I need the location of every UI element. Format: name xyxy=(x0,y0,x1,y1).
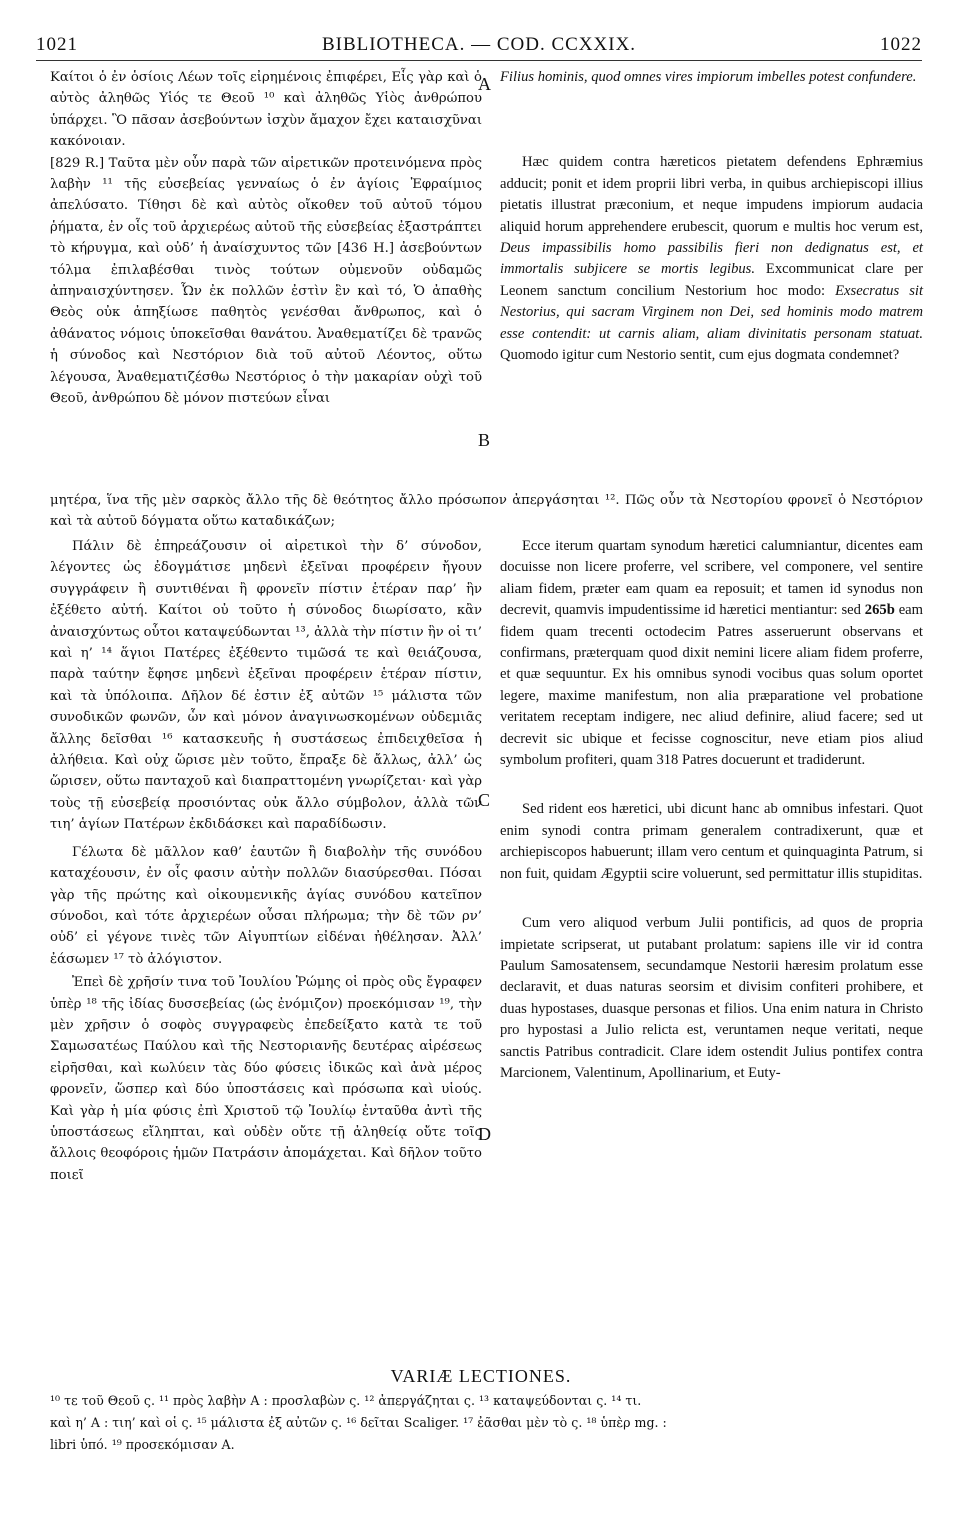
section-marker-c: C xyxy=(478,790,491,810)
latin-paragraph-2 xyxy=(500,152,923,366)
greek-paragraph-1: Καίτοι ὁ ἐν ὁσίοις Λέων τοῖς εἰρημένοις ἐπιφέρει, Εἷς γὰρ καὶ ὁ αὐτὸς ἀληθῶς Υἱός τε Θεοῦ ¹⁰ καὶ ἀληθῶς Υἱὸς ἀνθρώπου ὑπάρχει. Ὃ πᾶσαν ἀσεβούντων ἰσχὺν ἄμαχον ἔχει καταισχῦναι κακόνοιαν. xyxy=(50,70,482,150)
latin-paragraph-5: Cum vero aliquod verbum Julii pontificis, ad quos de propria impietate scripserat, ut putabant prolatum: sapiens ille vir id contra Paulum Samosatensem, secundamque Nestorii hæresim prolatum esse declaravit, et duas naturas seorsim et divisim confiteri prohibere, et duas hypostases, duasque personas et filios. Una enim natura in Christo pro hypostasi a Julio relicta est, veruntamen neque veritati, neque sanctis Patribus contradicit. Clare idem ostendit Julius pontifex contra Marcionem, Valentinum, Apollinarium, et Euty- xyxy=(500,915,923,1081)
greek-column-bottom xyxy=(50,536,482,1186)
latin-p2-text-c: Quomodo igitur cum Nestorio sentit, cum ejus dogmata condemnet? xyxy=(500,347,900,364)
left-column-number: 1021 xyxy=(36,34,78,55)
latin-paragraph-4: Sed rident eos hæretici, ubi dicunt hanc ab omnibus infestari. Quot enim synodi contra primam generalem contradixerunt, quæ et archiepiscopos habuerunt; illam vero centum et quinquaginta Patrum, si non fuit, quidam Ægyptii scire voluerunt, sed permittatur illis stupiditas. xyxy=(500,801,923,882)
latin-p3-text-a: Ecce iterum quartam synodum hæretici calumniantur, dicentes eam docuisse non licere proferre, vel scribere, vel componere, vel sentire aliam fidem, præter eam quam ea reposuit; et tamen id synodus non decrevit, quamvis impudentissime id hæretici mentiantur: sed xyxy=(500,538,923,619)
latin-p2-quote-a: Deus impassibilis homo passibilis fieri non dedignatus est, et immortalis subjicere se mortis legibus. xyxy=(500,240,923,278)
running-header xyxy=(36,34,922,60)
greek-paragraph-3: Πάλιν δὲ ἐπηρεάζουσιν οἱ αἱρετικοὶ τὴν δ’ σύνοδον, λέγοντες ὡς ἐδογμάτισε μηδενὶ ἐξεῖναι προφέρειν ἤγουν συγγράφειν ἢ συντιθέναι ἢ φρονεῖν πίστιν ἑτέραν παρ’ ἣν ἐξέθετο αὐτή. Καίτοι οὐ τοῦτο ἡ σύνοδος διωρίσατο, κἂν ἀναισχύντως οὗτοι καταψεύδωνται ¹³, ἀλλὰ τὴν πίστιν ἣν οἱ τι’ καὶ η’ ¹⁴ ἅγιοι Πατέρες ἐξέθεντο τιμῶσά τε καὶ θειάζουσα, παρὰ ταύτην ἔφησε μηδενὶ ἐξεῖναι προφέρειν ἑτέραν πίστιν, καὶ τὰ ὑπόλοιπα. Δῆλον δέ ἐστιν ἐξ αὐτῶν ¹⁵ μάλιστα τῶν συνοδικῶν φωνῶν, ὧν καὶ μόνον ἀναγινωσκομένων οὐδεμιᾶς ἄλλης δεῖσθαι ¹⁶ κατασκευῆς ἡ συστάσεως ἐπιδειχθεῖσα ἡ ἀλήθεια. Καὶ οὐχ ὥρισε μὲν τοῦτο, ἔπραξε δὲ ἄλλως, ἀλλ’ ὡς ὥρισεν, οὕτω πανταχοῦ καὶ διαπραττομένη γνωρίζεται· καὶ γὰρ τοὺς τῇ εὐσεβείᾳ προσιόντας οὐκ ἄλλο σύμβολον, ἀλλὰ τῶν τιη’ ἁγίων Πατέρων ἐκδιδάσκει καὶ παραδίδωσιν. xyxy=(50,539,482,833)
variae-line-1: ¹⁰ τε τοῦ Θεοῦ ς. ¹¹ πρὸς λαβὴν A : προσλαβὼν ς. ¹² ἀπεργάζηται ς. ¹³ καταψεύδονται ς. ¹⁴ τι. xyxy=(50,1393,642,1408)
section-marker-b: B xyxy=(478,430,491,450)
greek-full-paragraph: μητέρα, ἵνα τῆς μὲν σαρκὸς ἄλλο τῆς δὲ θεότητος ἄλλο πρόσωπον ἀπεργάσηται ¹². Πῶς οὖν τὰ Νεστορίου φρονεῖ ὁ Νεστόριον καὶ τὰ αὐτοῦ δόγματα οὕτω καταδικάζων; xyxy=(50,493,923,530)
latin-p2-text-b: Excommunicat clare per Leonem sanctum concilium Nestorium hoc modo: xyxy=(500,261,924,299)
section-marker-d: D xyxy=(478,1124,491,1144)
latin-column-bottom xyxy=(500,536,923,1084)
greek-full-width-lines xyxy=(50,490,923,533)
section-marker-a: A xyxy=(478,74,491,94)
latin-p2-text-a: Hæc quidem contra hæreticos pietatem defendens Ephræmius adducit; ponit et idem proprii libri verba, in quibus archiepiscopi illius pietatis illustrat præconium, et neque impudens impiorum audacia aliquid horum apprehendere erubescit, quorum e multis hoc verum est, xyxy=(500,154,923,235)
latin-p2-quote-b: Exsecratus sit Nestorius, qui sacram Virginem non Dei, sed hominis modo matrem esse contendit: ut carnis aliam, aliam divinitatis personam statuat. xyxy=(500,282,923,342)
latin-paragraph-3 xyxy=(500,536,923,771)
latin-column-top xyxy=(500,67,923,366)
folio-marker: 265b xyxy=(864,602,895,619)
greek-paragraph-5: Ἐπεὶ δὲ χρῆσίν τινα τοῦ Ἰουλίου Ῥώμης οἱ πρὸς οὓς ἔγραφεν ὑπὲρ ¹⁸ τῆς ἰδίας δυσσεβείας (ὡς ἐνόμιζον) προεκόμισαν ¹⁹, τὴν μὲν χρῆσιν ὁ σοφὸς συγγραφεὺς ἐπεδείξατο κατὰ τε τοῦ Σαμωσατέως Παύλου καὶ τῆς Νεστοριανῆς δευτέρας αἱρέσεως εἰρῆσθαι, καὶ κωλύειν τὰς δύο φύσεις ἰδικῶς καὶ ἀνὰ μέρος φρονεῖν, ὥσπερ καὶ δύο ὑποστάσεις καὶ πρόσωπα καὶ υἱούς. Καὶ γὰρ ἡ μία φύσις ἐπὶ Χριστοῦ τῷ Ἰουλίῳ ἐνταῦθα ἀντὶ τῆς ὑποστάσεως εἴληπται, καὶ οὐδὲν οὔτε τῇ ἀληθείᾳ οὔτε τοῖς ἄλλοις θεοφόροις ἡμῶν Πατράσιν ἀπομάχεται. Καὶ δῆλον τοῦτο ποιεῖ xyxy=(50,975,482,1183)
right-column-number: 1022 xyxy=(880,34,922,55)
variae-lectiones-title: VARIÆ LECTIONES. xyxy=(390,1366,572,1386)
latin-paragraph-1: Filius hominis, quod omnes vires impiorum imbelles potest confundere. xyxy=(500,69,917,85)
latin-p3-text-b: eam fidem quam trecenti octodecim Patres asseruerunt observans et confirmans, præterquam quod dixit nemini licere aliam fidem proferre, et quæ sequuntur. Ex his omnibus synodi vocibus quas solum oportet legere, maxime manifestum, non alia præparatione vel probatione veritatem receptam indigere, nec aliud definire, aliud facere; sed ut decrevit sic ubique et fecisse cognoscitur, neve etiam pios aliud symbolum profiteri, quam 318 Patres docuerunt et tradiderunt. xyxy=(500,602,924,769)
greek-column-top xyxy=(50,67,482,410)
variae-line-3: libri ὑπό. ¹⁹ προσεκόμισαν A. xyxy=(50,1437,235,1452)
greek-paragraph-2: [829 R.] Ταῦτα μὲν οὖν παρὰ τῶν αἱρετικῶν προτεινόμενα πρὸς λαβὴν ¹¹ τῆς εὐσεβείας γενναίως ὁ ἐν ἁγίοις Ἐφραίμιος ἀπελύσατο. Τίθησι δὲ καὶ αὐτὸς οἴκοθεν τοῦ αὐτοῦ τόμου ῥήματα, ἐν οἷς τοῦ ἀρχιερέως αὐτοῦ τῆς εὐσεβείας ἐξαστράπτει τὸ κήρυγμα, καὶ οὐδ’ ἡ ἀναίσχυντος τῶν [436 H.] ἀσεβούντων τόλμα ἐπιλαβέσθαι τινὸς τούτων οὐμενοῦν οὐδαμῶς ἀπηναισχύντησεν. Ὧν ἐκ πολλῶν ἐστὶν ἓν καὶ τό, Ὁ ἀπαθὴς Θεὸς οὐκ ἀπηξίωσε παθητὸς γενέσθαι ἄνθρωπος, καὶ ὁ ἀθάνατος νόμοις ὑποκεῖσθαι θανάτου. Ἀναθεματίζει δὲ τρανῶς ἡ σύνοδος καὶ Νεστόριον διὰ τοῦ αὐτοῦ Λέοντος, οὕτω λέγουσα, Ἀναθεματιζέσθω Νεστόριος ὁ τὴν μακαρίαν οὐχὶ τοῦ Θεοῦ, ἀνθρώπου δὲ μόνον πιστεύων εἶναι xyxy=(50,155,482,407)
header-rule xyxy=(36,60,922,61)
greek-paragraph-4: Γέλωτα δὲ μᾶλλον καθ’ ἑαυτῶν ἢ διαβολὴν τῆς συνόδου καταχέουσιν, ἐν οἷς φασιν αὐτὴν πολλῶν διασύρεσθαι. Πόσαι γὰρ τῆς πρώτης καὶ οἰκουμενικῆς ἁγίας συνόδου κατεῖπον σύνοδοι, καὶ τότε ἀρχιερέων οὖσαι πλήρωμα; τὴν δὲ τῶν ρν’ οὐδ’ εἰ γέγονε τινὲς τῶν Αἰγυπτίων εἰδέναι ἠθέλησαν. Ἀλλ’ ἐάσωμεν ¹⁷ τὸ ἀλόγιστον. xyxy=(50,844,482,967)
running-title: BIBLIOTHECA. — COD. CCXXIX. xyxy=(321,34,637,55)
variae-lectiones-notes xyxy=(50,1390,923,1456)
variae-line-2: καὶ η’ A : τιη’ καὶ οἱ ς. ¹⁵ μάλιστα ἐξ αὐτῶν ς. ¹⁶ δεῖται Scaliger. ¹⁷ ἐᾶσθαι μὲν τὸ ς. ¹⁸ ὑπὲρ mg. : xyxy=(50,1415,667,1430)
